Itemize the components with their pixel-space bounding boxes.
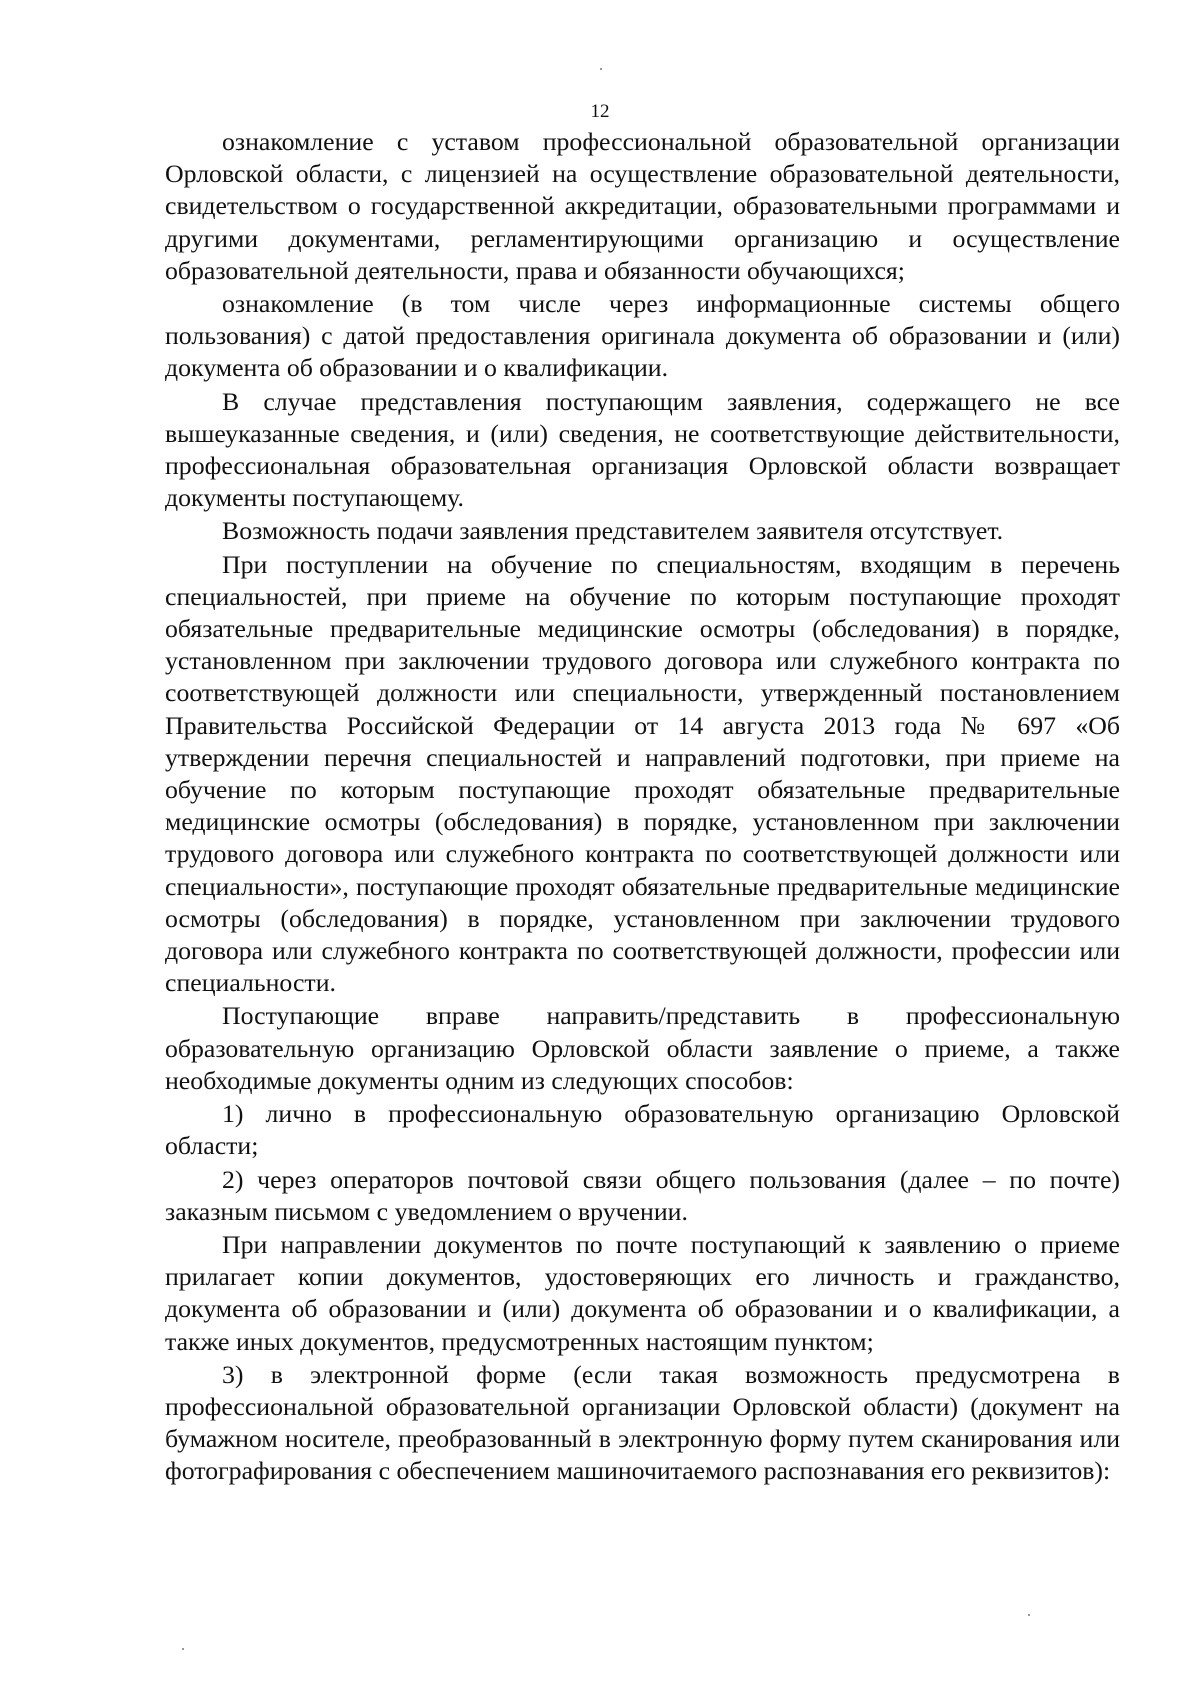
scan-speck <box>182 1648 184 1650</box>
paragraph-familiarization-date: ознакомление (в том числе через информационные системы общего пользования) с датой предоставления оригинала документа об образовании и (или) документа об образовании и о квалификации. <box>165 289 1120 383</box>
paragraph-submission-methods: Поступающие вправе направить/представить в профессиональную образовательную организацию Орловской области заявление о приеме, а также необходимые документы одним из следующих способов: <box>165 1001 1120 1095</box>
list-item-in-person: 1) лично в профессиональную образовательную организацию Орловской области; <box>165 1099 1120 1161</box>
paragraph-representative: Возможность подачи заявления представителем заявителя отсутствует. <box>222 516 1004 546</box>
list-item-electronic: 3) в электронной форме (если такая возможность предусмотрена в профессиональной образовательной организации Орловской области) (документ на бумажном носителе, преобразованный в электронную форму путем сканирования или фотографирования с обеспечением машиночитаемого распознавания его реквизитов): <box>165 1359 1120 1486</box>
paragraph-mail-attachments: При направлении документов по почте поступающий к заявлению о приеме прилагает копии документов, удостоверяющих его личность и гражданство, документа об образовании и (или) документа об образовании и о квалификации, а также иных документов, предусмотренных настоящим пунктом; <box>165 1229 1120 1356</box>
page-number: 12 <box>590 101 610 122</box>
paragraph-medical-examinations: При поступлении на обучение по специальностям, входящим в перечень специальностей, при приеме на обучение по которым поступающие проходят обязательные предварительные медицинские осмотры (обследования) в порядке, установленном при заключении трудового договора или служебного контракта по соответствующей должности или специальности, утвержденный постановлением Правительства Российской Федерации от 14 августа 2013 года № 697 «Об утверждении перечня специальностей и направлений подготовки, при приеме на обучение по которым поступающие проходят обязательные предварительные медицинские осмотры (обследования) в порядке, установленном при заключении трудового договора или служебного контракта по соответствующей должности или специальности», поступающие проходят обязательные предварительные медицинские осмотры (обследования) в порядке, установленном при заключении трудового договора или служебного контракта по соответствующей должности, профессии или специальности. <box>165 549 1120 998</box>
paragraph-incomplete-application: В случае представления поступающим заявления, содержащего не все вышеуказанные сведения, и (или) сведения, не соответствующие действительности, профессиональная образовательная организация Орловской области возвращает документы поступающему. <box>165 386 1120 513</box>
document-body <box>165 126 1120 1488</box>
scan-speck <box>1028 1614 1030 1616</box>
paragraph-familiarization-charter: ознакомление с уставом профессиональной образовательной организации Орловской области, с лицензией на осуществление образовательной деятельности, свидетельством о государственной аккредитации, образовательными программами и другими документами, регламентирующими организацию и осуществление образовательной деятельности, права и обязанности обучающихся; <box>165 127 1120 285</box>
list-item-by-mail: 2) через операторов почтовой связи общего пользования (далее – по почте) заказным письмом с уведомлением о вручении. <box>165 1164 1120 1226</box>
scan-speck <box>600 68 602 70</box>
